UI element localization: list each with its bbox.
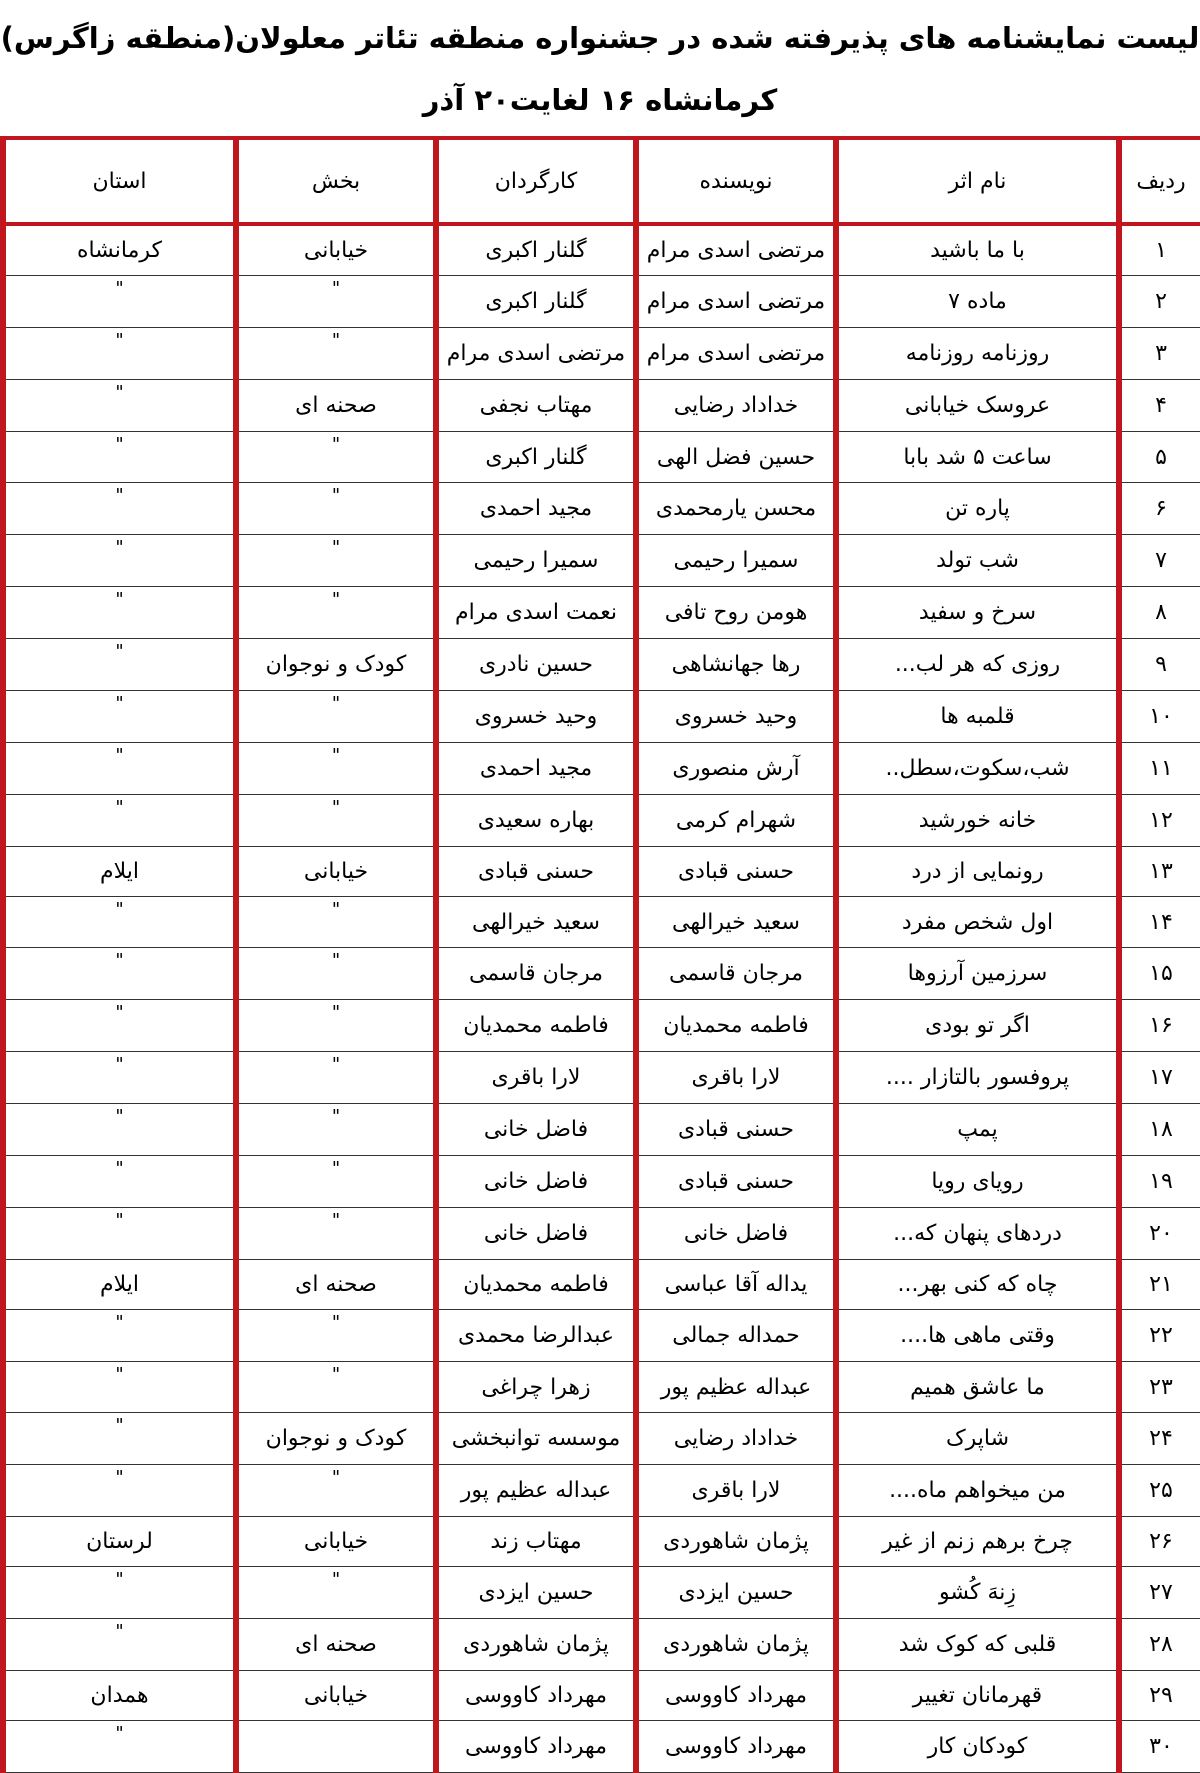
cell-col-section: ": [236, 742, 436, 794]
header-col-director: کارگردان: [436, 138, 636, 224]
cell-col-section: خیابانی: [236, 1670, 436, 1720]
cell-col-writer: حسین فضل الهی: [636, 431, 836, 483]
cell-col-province: ": [3, 1052, 236, 1104]
cell-col-writer: لارا باقری: [636, 1052, 836, 1104]
cell-col-index: ۲: [1119, 275, 1200, 327]
table-row: [3, 1104, 1200, 1156]
cell-col-index: ۳: [1119, 327, 1200, 379]
cell-col-director: فاضل خانی: [436, 1207, 636, 1259]
cell-col-director: گلنار اکبری: [436, 431, 636, 483]
cell-col-title: پروفسور بالتازار ....: [836, 1052, 1119, 1104]
cell-col-section: ": [236, 1309, 436, 1361]
cell-col-director: حسین ایزدی: [436, 1567, 636, 1619]
cell-col-writer: سعید خیرالهی: [636, 896, 836, 948]
cell-col-section: صحنه ای: [236, 1259, 436, 1309]
cell-col-province: ": [3, 1465, 236, 1517]
cell-col-province: ": [3, 483, 236, 535]
cell-col-director: لارا باقری: [436, 1052, 636, 1104]
cell-col-index: ۲۱: [1119, 1259, 1200, 1309]
cell-col-index: ۷: [1119, 535, 1200, 587]
cell-col-province: ": [3, 1000, 236, 1052]
cell-col-index: ۴: [1119, 379, 1200, 431]
cell-col-title: ماده ۷: [836, 275, 1119, 327]
header-col-title: نام اثر: [836, 138, 1119, 224]
cell-col-writer: وحید خسروی: [636, 691, 836, 743]
cell-col-director: پژمان شاهوردی: [436, 1619, 636, 1671]
cell-col-director: زهرا چراغی: [436, 1361, 636, 1413]
table-row: [3, 948, 1200, 1000]
cell-col-province: ": [3, 1104, 236, 1156]
cell-col-section: ": [236, 535, 436, 587]
cell-col-director: فاضل خانی: [436, 1104, 636, 1156]
cell-col-index: ۱: [1119, 224, 1200, 275]
cell-col-section: خیابانی: [236, 1517, 436, 1567]
table-row: [3, 639, 1200, 691]
cell-col-province: ": [3, 1413, 236, 1465]
table-row: [3, 431, 1200, 483]
cell-col-writer: فاطمه محمدیان: [636, 1000, 836, 1052]
document-subtitle: کرمانشاه ۱۶ لغایت۲۰ آذر: [422, 83, 778, 117]
cell-col-title: رونمایی از درد: [836, 846, 1119, 896]
cell-col-director: سمیرا رحیمی: [436, 535, 636, 587]
document-title: لیست نمایشنامه های پذیرفته شده در جشنواره منطقه تئاتر معلولان(منطقه زاگرس): [0, 21, 1200, 55]
cell-col-director: مهتاب زند: [436, 1517, 636, 1567]
table-row: [3, 1720, 1200, 1772]
cell-col-title: رویای رویا: [836, 1156, 1119, 1208]
cell-col-writer: سمیرا رحیمی: [636, 535, 836, 587]
cell-col-director: وحید خسروی: [436, 691, 636, 743]
cell-col-province: ": [3, 794, 236, 846]
cell-col-section: ": [236, 275, 436, 327]
cell-col-director: مهرداد کاووسی: [436, 1670, 636, 1720]
cell-col-director: مهرداد کاووسی: [436, 1720, 636, 1772]
cell-col-title: پاره تن: [836, 483, 1119, 535]
cell-col-section: ": [236, 896, 436, 948]
table-row: [3, 1517, 1200, 1567]
cell-col-section: ": [236, 691, 436, 743]
table-row: [3, 1259, 1200, 1309]
table-row: [3, 846, 1200, 896]
cell-col-province: ": [3, 1720, 236, 1772]
cell-col-title: شاپرک: [836, 1413, 1119, 1465]
cell-col-director: مجید احمدی: [436, 742, 636, 794]
cell-col-writer: مهرداد کاووسی: [636, 1670, 836, 1720]
cell-col-province: ": [3, 1207, 236, 1259]
table-row: [3, 794, 1200, 846]
header-col-section: بخش: [236, 138, 436, 224]
table-row: [3, 1670, 1200, 1720]
cell-col-writer: محسن یارمحمدی: [636, 483, 836, 535]
table-row: [3, 379, 1200, 431]
cell-col-province: ": [3, 1619, 236, 1671]
cell-col-director: عبدالرضا محمدی: [436, 1309, 636, 1361]
cell-col-province: ": [3, 275, 236, 327]
cell-col-title: وقتی ماهی ها....: [836, 1309, 1119, 1361]
cell-col-province: ": [3, 639, 236, 691]
cell-col-title: عروسک خیابانی: [836, 379, 1119, 431]
cell-col-title: با ما باشید: [836, 224, 1119, 275]
cell-col-writer: لارا باقری: [636, 1465, 836, 1517]
cell-col-section: ": [236, 431, 436, 483]
table-row: [3, 1309, 1200, 1361]
table-row: [3, 1000, 1200, 1052]
cell-col-index: ۹: [1119, 639, 1200, 691]
table-row: [3, 1619, 1200, 1671]
cell-col-province: ": [3, 1309, 236, 1361]
cell-col-writer: رها جهانشاهی: [636, 639, 836, 691]
cell-col-index: ۲۳: [1119, 1361, 1200, 1413]
cell-col-section: ": [236, 327, 436, 379]
cell-col-section: صحنه ای: [236, 379, 436, 431]
cell-col-index: ۸: [1119, 587, 1200, 639]
cell-col-writer: خداداد رضایی: [636, 379, 836, 431]
cell-col-section: ": [236, 1207, 436, 1259]
cell-col-section: ": [236, 1104, 436, 1156]
cell-col-director: حسنی قبادی: [436, 846, 636, 896]
table-row: [3, 691, 1200, 743]
table-row: [3, 742, 1200, 794]
cell-col-title: قلمبه ها: [836, 691, 1119, 743]
cell-col-director: سعید خیرالهی: [436, 896, 636, 948]
header-col-writer: نویسنده: [636, 138, 836, 224]
cell-col-director: بهاره سعیدی: [436, 794, 636, 846]
header-col-index: ردیف: [1119, 138, 1200, 224]
cell-col-index: ۲۲: [1119, 1309, 1200, 1361]
cell-col-title: ما عاشق همیم: [836, 1361, 1119, 1413]
cell-col-index: ۵: [1119, 431, 1200, 483]
plays-table: [0, 136, 1200, 1773]
cell-col-index: ۱۳: [1119, 846, 1200, 896]
table-row: [3, 587, 1200, 639]
cell-col-section: ": [236, 587, 436, 639]
cell-col-writer: مرتضی اسدی مرام: [636, 275, 836, 327]
cell-col-index: ۱۸: [1119, 1104, 1200, 1156]
cell-col-title: چاه که کنی بهر...: [836, 1259, 1119, 1309]
table-row: [3, 1413, 1200, 1465]
cell-col-section: ": [236, 948, 436, 1000]
cell-col-title: من میخواهم ماه....: [836, 1465, 1119, 1517]
table-row: [3, 1567, 1200, 1619]
cell-col-section: ": [236, 1156, 436, 1208]
cell-col-index: ۱۴: [1119, 896, 1200, 948]
cell-col-writer: حسین ایزدی: [636, 1567, 836, 1619]
cell-col-index: ۲۸: [1119, 1619, 1200, 1671]
cell-col-director: فاطمه محمدیان: [436, 1000, 636, 1052]
table-row: [3, 224, 1200, 275]
cell-col-section: ": [236, 1052, 436, 1104]
cell-col-section: ": [236, 1361, 436, 1413]
table-row: [3, 1156, 1200, 1208]
cell-col-province: ": [3, 535, 236, 587]
cell-col-writer: یداله آقا عباسی: [636, 1259, 836, 1309]
cell-col-writer: حسنی قبادی: [636, 1104, 836, 1156]
cell-col-section: خیابانی: [236, 224, 436, 275]
cell-col-province: ": [3, 742, 236, 794]
table-row: [3, 1207, 1200, 1259]
cell-col-province: ": [3, 1361, 236, 1413]
table-body: [3, 224, 1200, 1772]
cell-col-writer: حسنی قبادی: [636, 846, 836, 896]
cell-col-writer: فاضل خانی: [636, 1207, 836, 1259]
cell-col-section: ": [236, 1465, 436, 1517]
cell-col-section: کودک و نوجوان: [236, 1413, 436, 1465]
cell-col-province: ": [3, 327, 236, 379]
cell-col-section: صحنه ای: [236, 1619, 436, 1671]
table-row: [3, 896, 1200, 948]
cell-col-title: کودکان کار: [836, 1720, 1119, 1772]
cell-col-index: ۱۱: [1119, 742, 1200, 794]
cell-col-director: حسین نادری: [436, 639, 636, 691]
cell-col-title: ساعت ۵ شد بابا: [836, 431, 1119, 483]
cell-col-title: قلبی که کوک شد: [836, 1619, 1119, 1671]
cell-col-title: سرخ و سفید: [836, 587, 1119, 639]
cell-col-writer: خداداد رضایی: [636, 1413, 836, 1465]
cell-col-index: ۶: [1119, 483, 1200, 535]
cell-col-title: اول شخص مفرد: [836, 896, 1119, 948]
cell-col-writer: مرجان قاسمی: [636, 948, 836, 1000]
cell-col-index: ۱۲: [1119, 794, 1200, 846]
cell-col-writer: عبداله عظیم پور: [636, 1361, 836, 1413]
cell-col-director: موسسه توانبخشی: [436, 1413, 636, 1465]
table-row: [3, 1052, 1200, 1104]
cell-col-director: مهتاب نجفی: [436, 379, 636, 431]
cell-col-writer: حسنی قبادی: [636, 1156, 836, 1208]
cell-col-province: لرستان: [3, 1517, 236, 1567]
cell-col-writer: مرتضی اسدی مرام: [636, 327, 836, 379]
cell-col-province: ": [3, 691, 236, 743]
cell-col-province: ": [3, 896, 236, 948]
cell-col-director: نعمت اسدی مرام: [436, 587, 636, 639]
cell-col-title: چرخ برهم زنم از غیر: [836, 1517, 1119, 1567]
cell-col-writer: پژمان شاهوردی: [636, 1619, 836, 1671]
cell-col-writer: شهرام کرمی: [636, 794, 836, 846]
cell-col-province: ایلام: [3, 846, 236, 896]
table-row: [3, 1361, 1200, 1413]
cell-col-index: ۱۰: [1119, 691, 1200, 743]
cell-col-director: مرجان قاسمی: [436, 948, 636, 1000]
cell-col-writer: حمداله جمالی: [636, 1309, 836, 1361]
cell-col-province: ": [3, 431, 236, 483]
cell-col-section: ": [236, 483, 436, 535]
table-header-row: [3, 138, 1200, 224]
cell-col-index: ۲۹: [1119, 1670, 1200, 1720]
cell-col-section: کودک و نوجوان: [236, 639, 436, 691]
cell-col-title: سرزمین آرزوها: [836, 948, 1119, 1000]
cell-col-director: مجید احمدی: [436, 483, 636, 535]
cell-col-title: شب تولد: [836, 535, 1119, 587]
table-row: [3, 483, 1200, 535]
cell-col-province: ": [3, 379, 236, 431]
cell-col-index: ۲۶: [1119, 1517, 1200, 1567]
table-row: [3, 275, 1200, 327]
cell-col-director: فاطمه محمدیان: [436, 1259, 636, 1309]
header-col-province: استان: [3, 138, 236, 224]
cell-col-index: ۱۶: [1119, 1000, 1200, 1052]
cell-col-index: ۱۹: [1119, 1156, 1200, 1208]
cell-col-index: ۲۴: [1119, 1413, 1200, 1465]
cell-col-province: ": [3, 1156, 236, 1208]
cell-col-index: ۲۵: [1119, 1465, 1200, 1517]
cell-col-title: خانه خورشید: [836, 794, 1119, 846]
cell-col-section: خیابانی: [236, 846, 436, 896]
cell-col-section: [236, 1720, 436, 1772]
cell-col-title: شب،سکوت،سطل..: [836, 742, 1119, 794]
cell-col-title: قهرمانان تغییر: [836, 1670, 1119, 1720]
cell-col-title: دردهای پنهان که...: [836, 1207, 1119, 1259]
cell-col-director: فاضل خانی: [436, 1156, 636, 1208]
cell-col-title: روزی که هر لب...: [836, 639, 1119, 691]
cell-col-section: ": [236, 1567, 436, 1619]
table-row: [3, 535, 1200, 587]
cell-col-province: ": [3, 1567, 236, 1619]
cell-col-index: ۱۷: [1119, 1052, 1200, 1104]
cell-col-title: روزنامه روزنامه: [836, 327, 1119, 379]
cell-col-province: ": [3, 587, 236, 639]
cell-col-writer: پژمان شاهوردی: [636, 1517, 836, 1567]
cell-col-index: ۱۵: [1119, 948, 1200, 1000]
cell-col-section: ": [236, 1000, 436, 1052]
cell-col-index: ۳۰: [1119, 1720, 1200, 1772]
cell-col-writer: مهرداد کاووسی: [636, 1720, 836, 1772]
cell-col-province: ": [3, 948, 236, 1000]
cell-col-director: عبداله عظیم پور: [436, 1465, 636, 1517]
cell-col-director: مرتضی اسدی مرام: [436, 327, 636, 379]
cell-col-title: پمپ: [836, 1104, 1119, 1156]
cell-col-province: همدان: [3, 1670, 236, 1720]
cell-col-section: ": [236, 794, 436, 846]
cell-col-director: گلنار اکبری: [436, 224, 636, 275]
cell-col-title: اگر تو بودی: [836, 1000, 1119, 1052]
cell-col-writer: هومن روح تافی: [636, 587, 836, 639]
cell-col-writer: آرش منصوری: [636, 742, 836, 794]
cell-col-index: ۲۰: [1119, 1207, 1200, 1259]
cell-col-director: گلنار اکبری: [436, 275, 636, 327]
table-row: [3, 1465, 1200, 1517]
cell-col-province: کرمانشاه: [3, 224, 236, 275]
cell-col-writer: مرتضی اسدی مرام: [636, 224, 836, 275]
cell-col-province: ایلام: [3, 1259, 236, 1309]
cell-col-title: زِنهَ کُشو: [836, 1567, 1119, 1619]
table-row: [3, 327, 1200, 379]
cell-col-index: ۲۷: [1119, 1567, 1200, 1619]
